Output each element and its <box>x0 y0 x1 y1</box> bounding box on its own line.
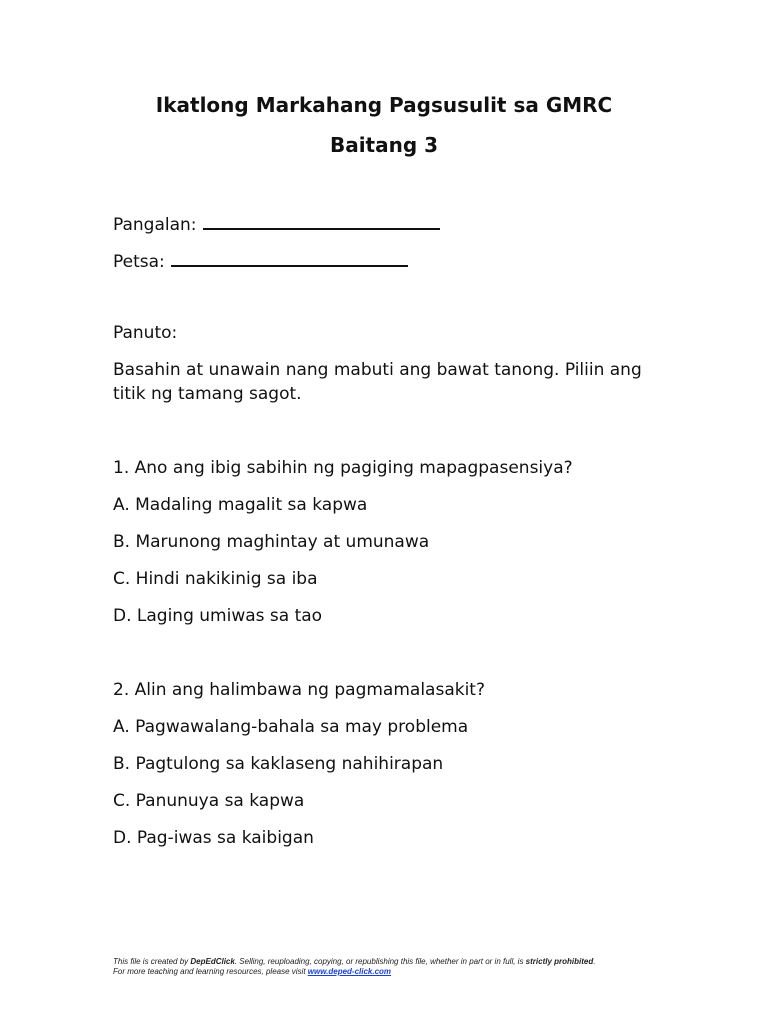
footer-prohibited: strictly prohibited <box>525 957 594 966</box>
grade-level: Baitang 3 <box>329 133 439 157</box>
footer-brand: DepEdClick <box>190 957 235 966</box>
question-text: 2. Alin ang halimbawa ng pagmamalasakit? <box>113 680 485 700</box>
footer-middle: . Selling, reuploading, copying, or republishing this file, whether in part or in full, is <box>234 957 526 966</box>
choice-c: C. Panunuya sa kapwa <box>113 791 305 811</box>
choice-a: A. Madaling magalit sa kapwa <box>113 495 368 515</box>
instructions-text: Basahin at unawain nang mabuti ang bawat tanong. Piliin ang titik ng tamang sagot. <box>113 360 642 404</box>
footer-line-1 <box>113 957 673 967</box>
choice-c: C. Hindi nakikinig sa iba <box>113 569 318 589</box>
worksheet-title: Ikatlong Markahang Pagsusulit sa GMRC <box>155 93 613 117</box>
date-blank-line[interactable] <box>171 247 408 267</box>
name-label: Pangalan: <box>113 215 197 235</box>
footer-notice <box>113 957 673 977</box>
choice-d: D. Laging umiwas sa tao <box>113 606 323 626</box>
question-text: 1. Ano ang ibig sabihin ng pagiging mapagpasensiya? <box>113 458 573 478</box>
name-field <box>113 210 440 237</box>
choice-b: B. Pagtulong sa kaklaseng nahihirapan <box>113 754 444 774</box>
name-blank-line[interactable] <box>203 210 440 230</box>
footer-link[interactable]: www.deped-click.com <box>307 967 392 976</box>
footer-prefix: This file is created by <box>113 957 191 966</box>
instructions-heading: Panuto: <box>113 323 178 343</box>
choice-a: A. Pagwawalang-bahala sa may problema <box>113 717 469 737</box>
footer-end: . <box>593 957 596 966</box>
choice-d: D. Pag-iwas sa kaibigan <box>113 828 314 848</box>
footer-visit-text: For more teaching and learning resources, please visit <box>113 967 308 976</box>
date-field <box>113 247 408 274</box>
choice-b: B. Marunong maghintay at umunawa <box>113 532 430 552</box>
footer-line-2 <box>113 967 673 977</box>
date-label: Petsa: <box>113 252 165 272</box>
